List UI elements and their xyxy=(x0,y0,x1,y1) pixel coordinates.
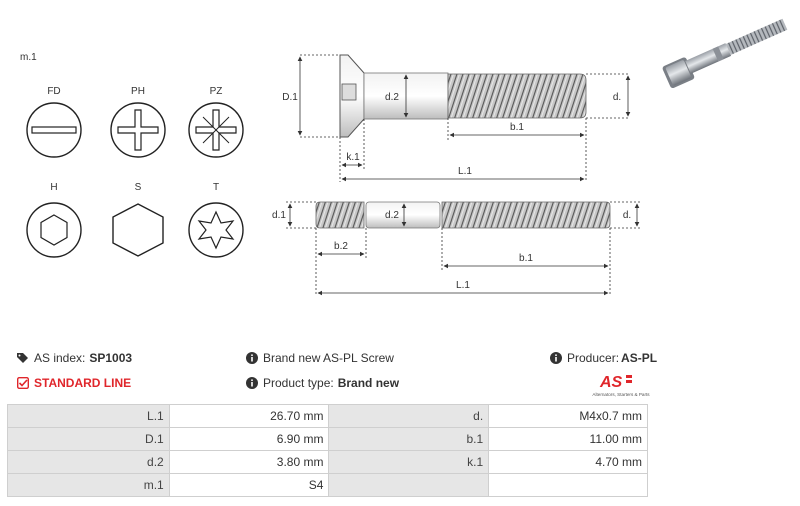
dim-label-b1-top: b.1 xyxy=(510,122,524,133)
spec-key: k.1 xyxy=(329,451,489,474)
spec-value: M4x0.7 mm xyxy=(489,405,648,428)
spec-value: 3.80 mm xyxy=(169,451,329,474)
spec-value xyxy=(489,474,648,497)
spec-key: L.1 xyxy=(8,405,170,428)
spec-key: m.1 xyxy=(8,474,170,497)
hex-head-icon xyxy=(113,204,163,256)
tags-icon xyxy=(17,352,29,364)
product-photo xyxy=(655,2,797,94)
flat-slot-drive-icon xyxy=(27,103,81,157)
dim-label-L1-bottom: L.1 xyxy=(456,280,470,291)
dim-label-d-top: d. xyxy=(612,92,622,103)
head-type-label-s: S xyxy=(134,182,142,193)
dim-label-d1: d.1 xyxy=(272,210,286,221)
head-type-label-fd: FD xyxy=(47,86,61,97)
table-row xyxy=(8,451,648,474)
product-type-value: Brand new xyxy=(337,376,400,390)
phillips-drive-icon xyxy=(111,103,165,157)
dim-label-b1-bottom: b.1 xyxy=(519,253,533,264)
dim-label-k1: k.1 xyxy=(346,152,360,163)
dim-label-d-bottom: d. xyxy=(622,210,632,221)
standard-line-label: STANDARD LINE xyxy=(34,376,132,390)
spec-value: 4.70 mm xyxy=(489,451,648,474)
info-circle-icon xyxy=(550,352,562,364)
head-type-label-pz: PZ xyxy=(209,86,223,97)
as-index-value: SP1003 xyxy=(89,351,133,365)
head-type-label-h: H xyxy=(50,182,58,193)
dim-label-b2: b.2 xyxy=(334,241,348,252)
table-row xyxy=(8,428,648,451)
dim-label-L1-top: L.1 xyxy=(458,166,472,177)
product-type-label: Product type: xyxy=(263,376,334,390)
countersunk-screw-drawing xyxy=(340,55,586,137)
dim-label-d2-top: d.2 xyxy=(385,92,399,103)
pozidriv-drive-icon xyxy=(189,103,243,157)
info-circle-icon xyxy=(246,352,258,364)
as-index xyxy=(17,351,132,365)
hex-socket-drive-icon xyxy=(27,203,81,257)
dim-label-d2-bottom: d.2 xyxy=(385,210,399,221)
spec-key xyxy=(329,474,489,497)
info-circle-icon xyxy=(246,377,258,389)
spec-key: d.2 xyxy=(8,451,170,474)
table-row xyxy=(8,405,648,428)
spec-key: b.1 xyxy=(329,428,489,451)
as-pl-logo xyxy=(590,372,652,398)
brand-info xyxy=(246,351,394,365)
logo-mark: AS xyxy=(600,374,623,391)
logo-tagline: Alternators, Starters & Parts xyxy=(592,392,650,397)
brand-text: Brand new AS-PL Screw xyxy=(263,351,394,365)
product-type xyxy=(246,376,399,390)
table-row xyxy=(8,474,648,497)
torx-drive-icon xyxy=(189,203,243,257)
spec-key: D.1 xyxy=(8,428,170,451)
specification-table xyxy=(7,404,648,497)
producer-label: Producer: xyxy=(567,351,620,365)
spec-value: 6.90 mm xyxy=(169,428,329,451)
spec-value: S4 xyxy=(169,474,329,497)
producer-value: AS-PL xyxy=(621,351,658,365)
spec-value: 26.70 mm xyxy=(169,405,329,428)
head-type-label-ph: PH xyxy=(131,86,145,97)
as-index-label: AS index: xyxy=(34,351,86,365)
m1-label: m.1 xyxy=(20,52,37,63)
stud-drawing xyxy=(316,202,610,228)
checkbox-checked-icon xyxy=(17,377,29,389)
dim-label-D1: D.1 xyxy=(282,92,298,103)
spec-key: d. xyxy=(329,405,489,428)
head-type-label-t: T xyxy=(212,182,220,193)
producer xyxy=(550,351,657,365)
spec-value: 11.00 mm xyxy=(489,428,648,451)
standard-line xyxy=(17,376,131,390)
